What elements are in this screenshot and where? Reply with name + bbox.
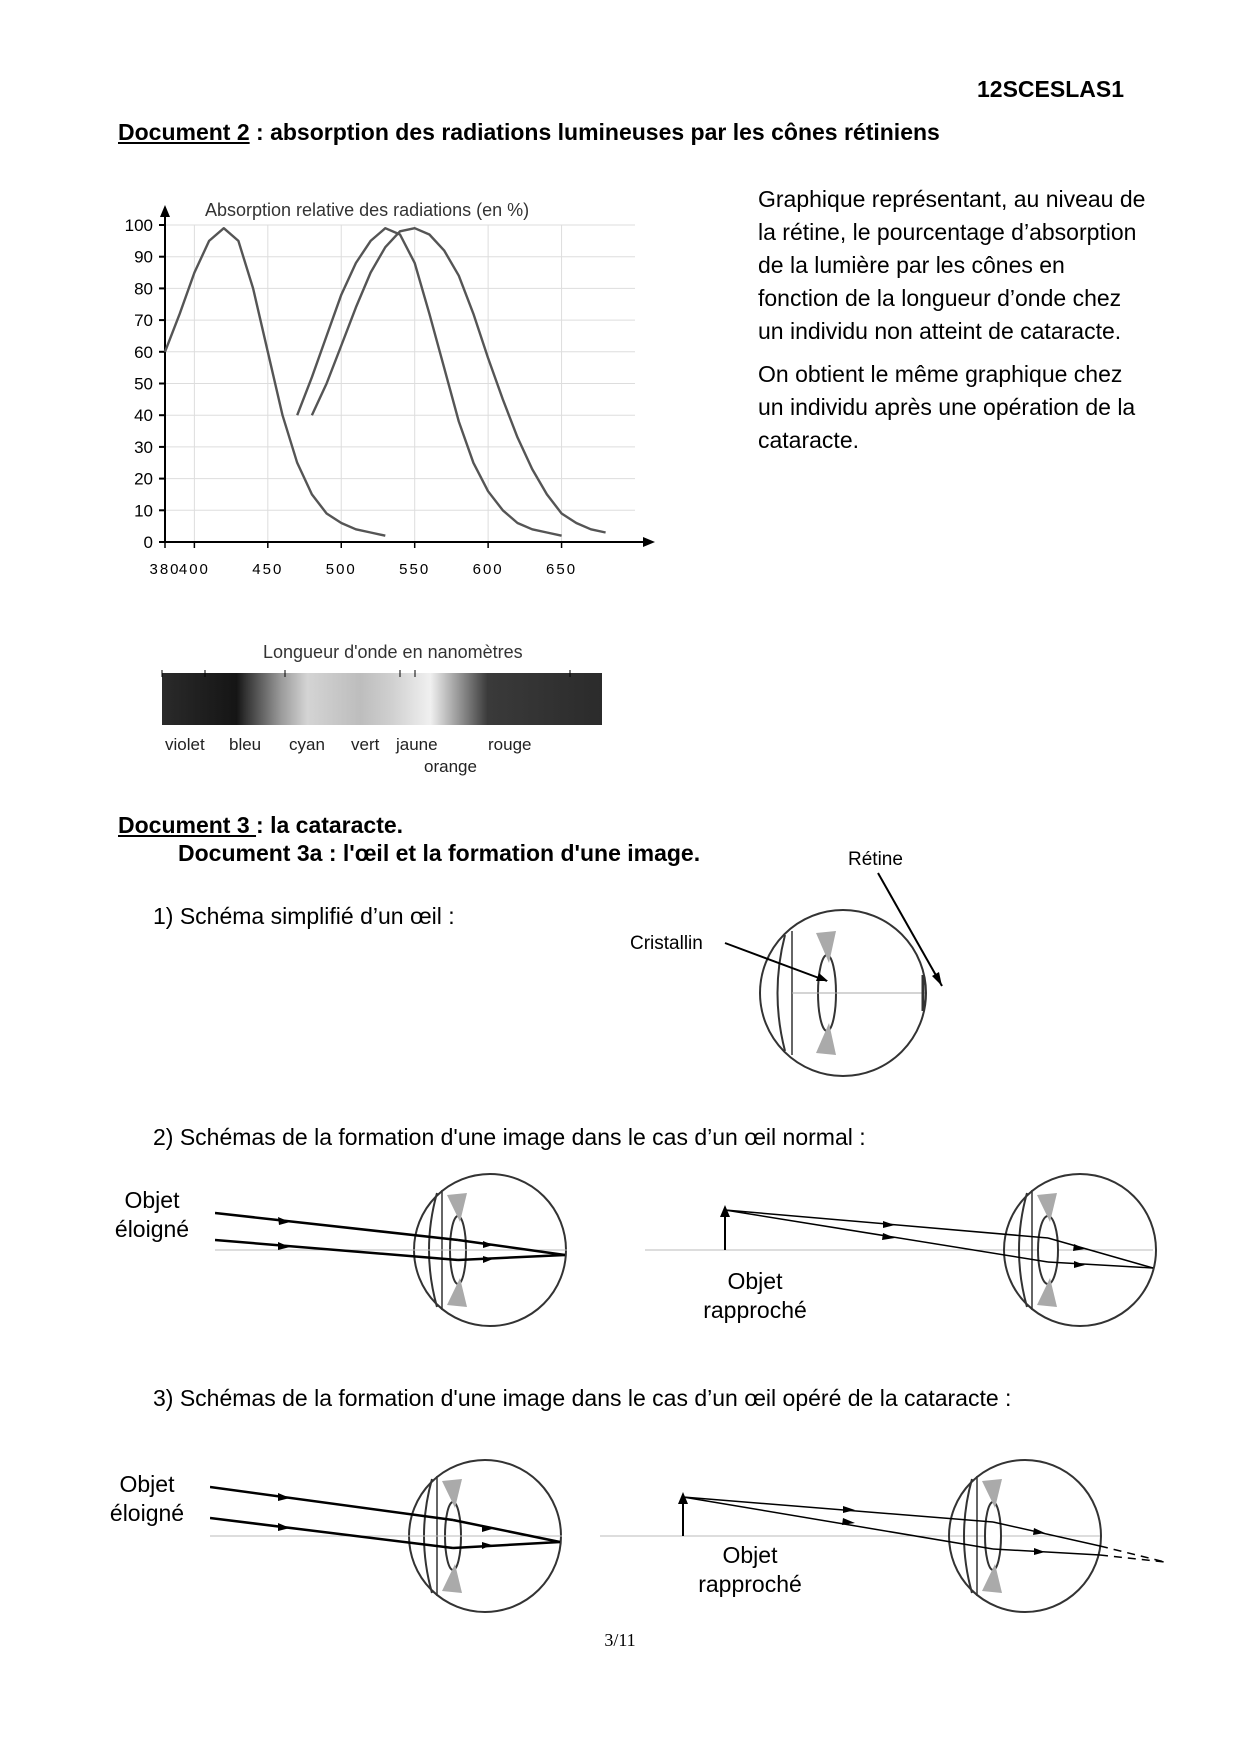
band-label-bleu: bleu	[229, 735, 262, 754]
near-object-line2: rapproché	[698, 1571, 802, 1597]
band-label-cyan: cyan	[289, 735, 325, 754]
side-paragraph-1: Graphique représentant, au niveau de la rétine, le pourcentage d’absorption de la lumière par les cônes en fonction de la longueur d’onde chez un individu non atteint de cataracte.	[758, 186, 1146, 344]
series-lines	[165, 228, 606, 536]
x-tick-label: 550	[399, 561, 431, 578]
y-axis-arrow	[160, 205, 170, 217]
far-object-line2: éloigné	[114, 1216, 190, 1242]
x-axis-arrow	[643, 537, 655, 547]
document-code: 12SCESLAS1	[976, 76, 1124, 102]
doc3-title	[118, 812, 403, 839]
y-axis	[125, 205, 170, 552]
normal-eye-far	[215, 1160, 605, 1340]
doc3-title-rest: : la cataracte.	[256, 812, 404, 838]
far-object-label-1	[92, 1186, 212, 1244]
x-tick-label: 400	[178, 561, 210, 578]
item-2: 2) Schémas de la formation d'une image dans le cas d’un œil normal :	[153, 1124, 866, 1150]
y-tick-label: 100	[124, 216, 153, 235]
far-object-line1: Objet	[124, 1187, 180, 1213]
retine-label: Rétine	[848, 849, 903, 870]
doc2-title	[118, 119, 940, 146]
near-object-line1: Objet	[722, 1542, 778, 1568]
absorption-chart	[115, 190, 735, 790]
y-tick-label: 60	[134, 342, 153, 362]
x-tick-label: 380	[149, 561, 181, 578]
cristallin-label: Cristallin	[630, 933, 703, 954]
near-object-label-2	[670, 1541, 830, 1599]
retine-arrow	[878, 873, 942, 986]
near-object-label-1	[675, 1267, 835, 1325]
y-tick-label: 70	[134, 311, 153, 331]
spectrum-band	[162, 673, 602, 725]
x-tick-label: 650	[546, 561, 578, 578]
chart-title: Absorption relative des radiations (en %)	[205, 200, 530, 220]
y-tick-label: 90	[134, 247, 153, 267]
band-label-orange: orange	[424, 757, 477, 776]
doc3-label: Document 3	[118, 812, 257, 838]
cornea	[778, 935, 786, 1051]
side-paragraph-2: On obtient le même graphique chez un individu après une opération de la cataracte.	[758, 361, 1136, 453]
chart-grid	[165, 225, 635, 542]
operated-eye-far	[210, 1450, 600, 1630]
item-1: 1) Schéma simplifié d’un œil :	[153, 903, 455, 929]
doc2-title-rest: : absorption des radiations lumineuses par les cônes rétiniens	[249, 119, 940, 145]
band-label-violet: violet	[165, 735, 205, 754]
band-label-jaune: jaune	[396, 735, 438, 754]
y-tick-label: 80	[134, 279, 153, 299]
doc3a-title: Document 3a : l'œil et la formation d'une image.	[178, 840, 701, 866]
near-object-line1: Objet	[727, 1268, 783, 1294]
band-label-rouge: rouge	[488, 735, 532, 754]
y-tick-label: 20	[134, 469, 153, 489]
doc2-side-text	[758, 183, 1148, 467]
doc2-label: Document 2	[118, 119, 250, 145]
retine-arrowhead	[932, 972, 942, 986]
x-axis-label: Longueur d'onde en nanomètres	[263, 642, 523, 662]
far-object-label-2	[87, 1470, 207, 1528]
x-tick-label: 450	[252, 561, 284, 578]
y-tick-label: 50	[134, 374, 153, 394]
x-axis	[149, 537, 655, 578]
y-tick-label: 30	[134, 437, 153, 457]
eye-diagram	[620, 835, 980, 1085]
band-label-vert: vert	[351, 735, 380, 754]
cristallin-arrow	[725, 943, 827, 981]
far-object-line1: Objet	[119, 1471, 175, 1497]
x-tick-label: 500	[325, 561, 357, 578]
operated-eye-near	[600, 1450, 1180, 1630]
y-tick-label: 40	[134, 406, 153, 426]
near-object-line2: rapproché	[703, 1297, 807, 1323]
series-cône-s	[165, 228, 385, 536]
far-object-line2: éloigné	[109, 1500, 185, 1526]
y-tick-label: 0	[143, 533, 153, 552]
series-cône-m	[297, 228, 561, 536]
item-3: 3) Schémas de la formation d'une image dans le cas d’un œil opéré de la cataracte :	[153, 1385, 1012, 1411]
y-tick-label: 10	[134, 501, 153, 521]
x-tick-label: 600	[472, 561, 504, 578]
page-number: 3/11	[604, 1630, 636, 1650]
